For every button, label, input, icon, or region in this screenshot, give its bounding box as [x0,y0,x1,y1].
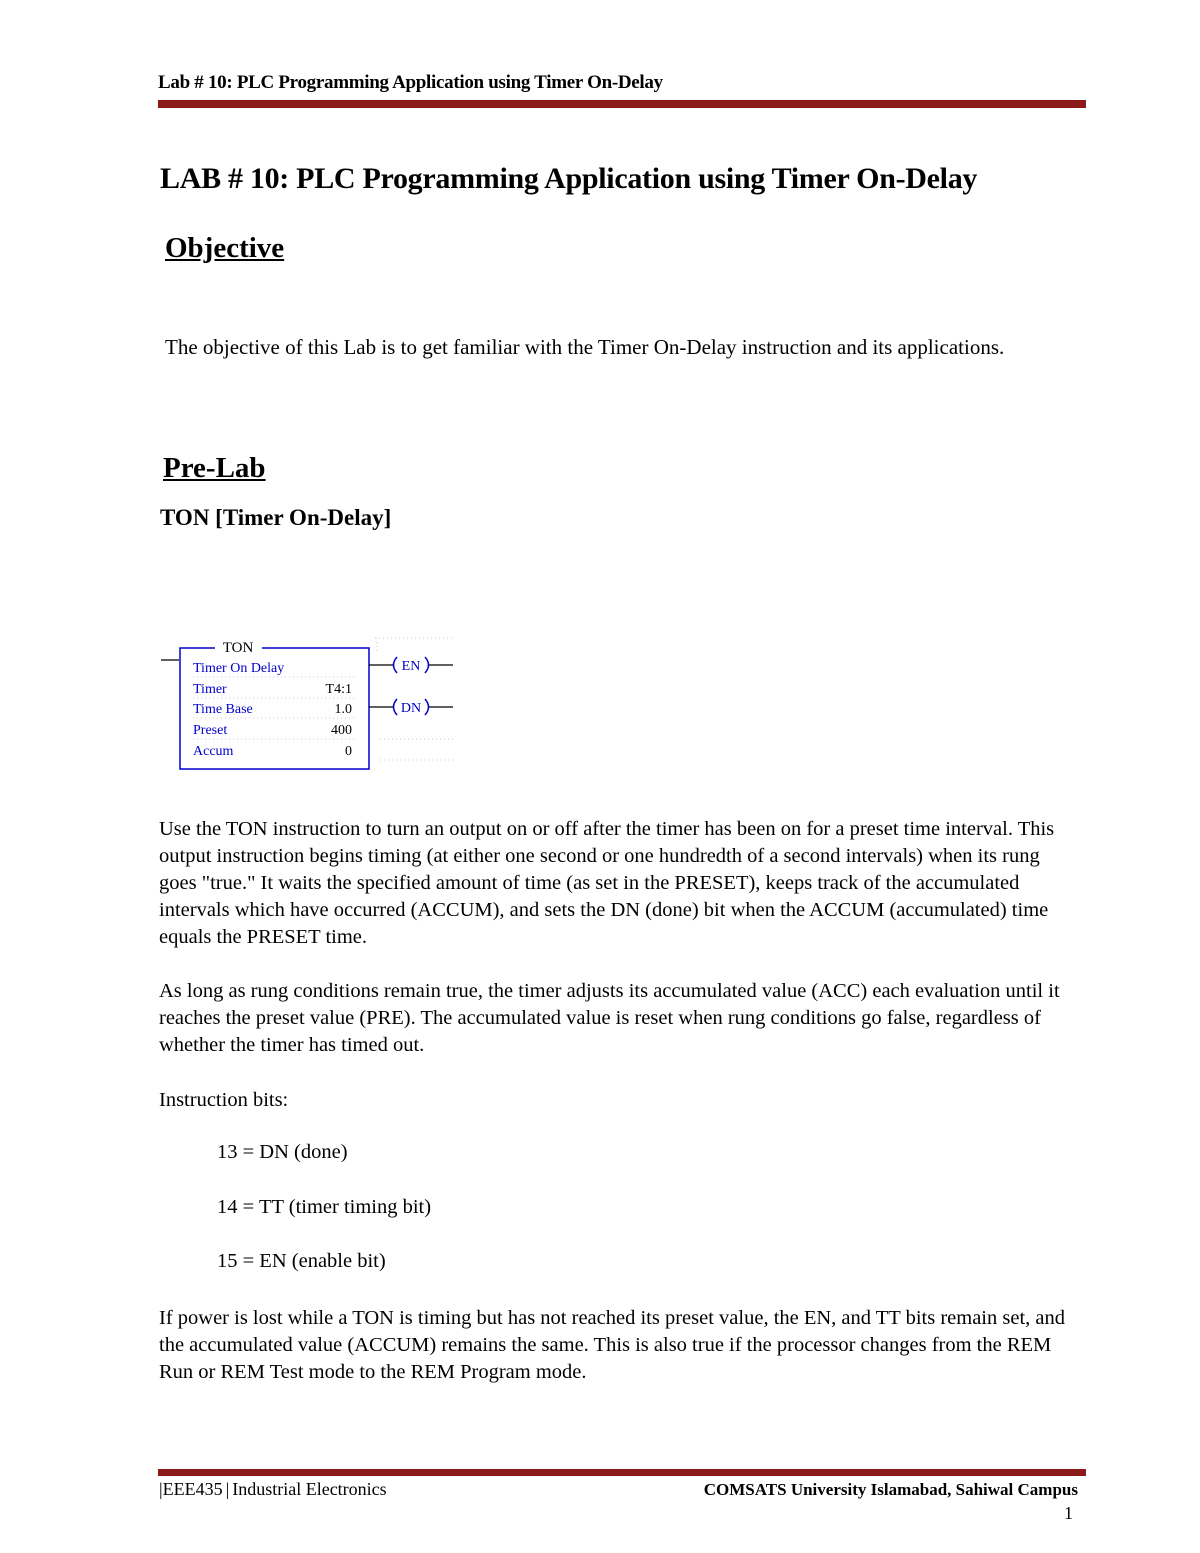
ton-behavior-paragraph: As long as rung conditions remain true, the timer adjusts its accumulated value (ACC) each evaluation until it reaches the preset value (PRE). The accumulated value is reset when rung conditions go false, regardless of whether the timer has timed out. [159,980,1060,1056]
running-header: Lab # 10: PLC Programming Application using Timer On-Delay [158,72,663,93]
dn-output-coil [369,699,453,716]
ton-subheading: TON [Timer On-Delay] [160,505,392,530]
ton-row-label-timebase: Time Base [193,702,253,717]
footer-rule [158,1469,1086,1476]
power-loss-paragraph: If power is lost while a TON is timing but has not reached its preset value, the EN, and TT bits remain set, and the accumulated value (ACCUM) remains the same. This is also true if the processor changes from the REM Run or REM Test mode to the REM Program mode. [159,1307,1065,1383]
instruction-bit-item: 14 = TT (timer timing bit) [217,1196,432,1218]
footer-course-name: Industrial Electronics [232,1479,387,1499]
dn-output-label: DN [400,701,422,716]
ton-row-value-timebase: 1.0 [334,702,352,717]
page-title: LAB # 10: PLC Programming Application using Timer On-Delay [160,162,978,195]
ton-row-value-accum: 0 [345,744,352,759]
ton-row-label-preset: Preset [193,723,228,738]
objective-text: The objective of this Lab is to get familiar with the Timer On-Delay instruction and its applications. [165,335,1005,359]
page-number: 1 [1064,1503,1073,1523]
ton-description-paragraph: Use the TON instruction to turn an output on or off after the timer has been on for a preset time interval. This output instruction begins timing (at either one second or one hundredth of a second intervals) when its rung goes "true." It waits the specified amount of time (as set in the PRESET), keeps track of the accumulated intervals which have occurred (ACCUM), and sets the DN (done) bit when the ACCUM (accumulated) time equals the PRESET time. [159,818,1055,948]
en-output-label: EN [401,659,421,674]
ton-row-label-timer: Timer [193,682,227,697]
header-rule [158,100,1086,108]
footer-course: |EEE435 | Industrial Electronics [159,1479,387,1499]
ton-row-value-preset: 400 [331,723,352,738]
ton-block-diagram [155,628,460,778]
instruction-bit-item: 15 = EN (enable bit) [217,1250,386,1272]
instruction-bits-label: Instruction bits: [159,1089,289,1111]
ton-row-label-accum: Accum [193,744,234,759]
footer-course-code: EEE435 [162,1479,223,1499]
instruction-bit-item: 13 = DN (done) [217,1141,348,1163]
prelab-heading: Pre-Lab [163,452,266,484]
en-output-coil [369,657,453,674]
ton-block-description: Timer On Delay [193,661,285,676]
objective-heading: Objective [165,232,285,264]
footer-institution: COMSATS University Islamabad, Sahiwal Campus [703,1480,1078,1499]
ton-row-value-timer: T4:1 [325,682,352,697]
ton-block-name: TON [222,640,254,656]
